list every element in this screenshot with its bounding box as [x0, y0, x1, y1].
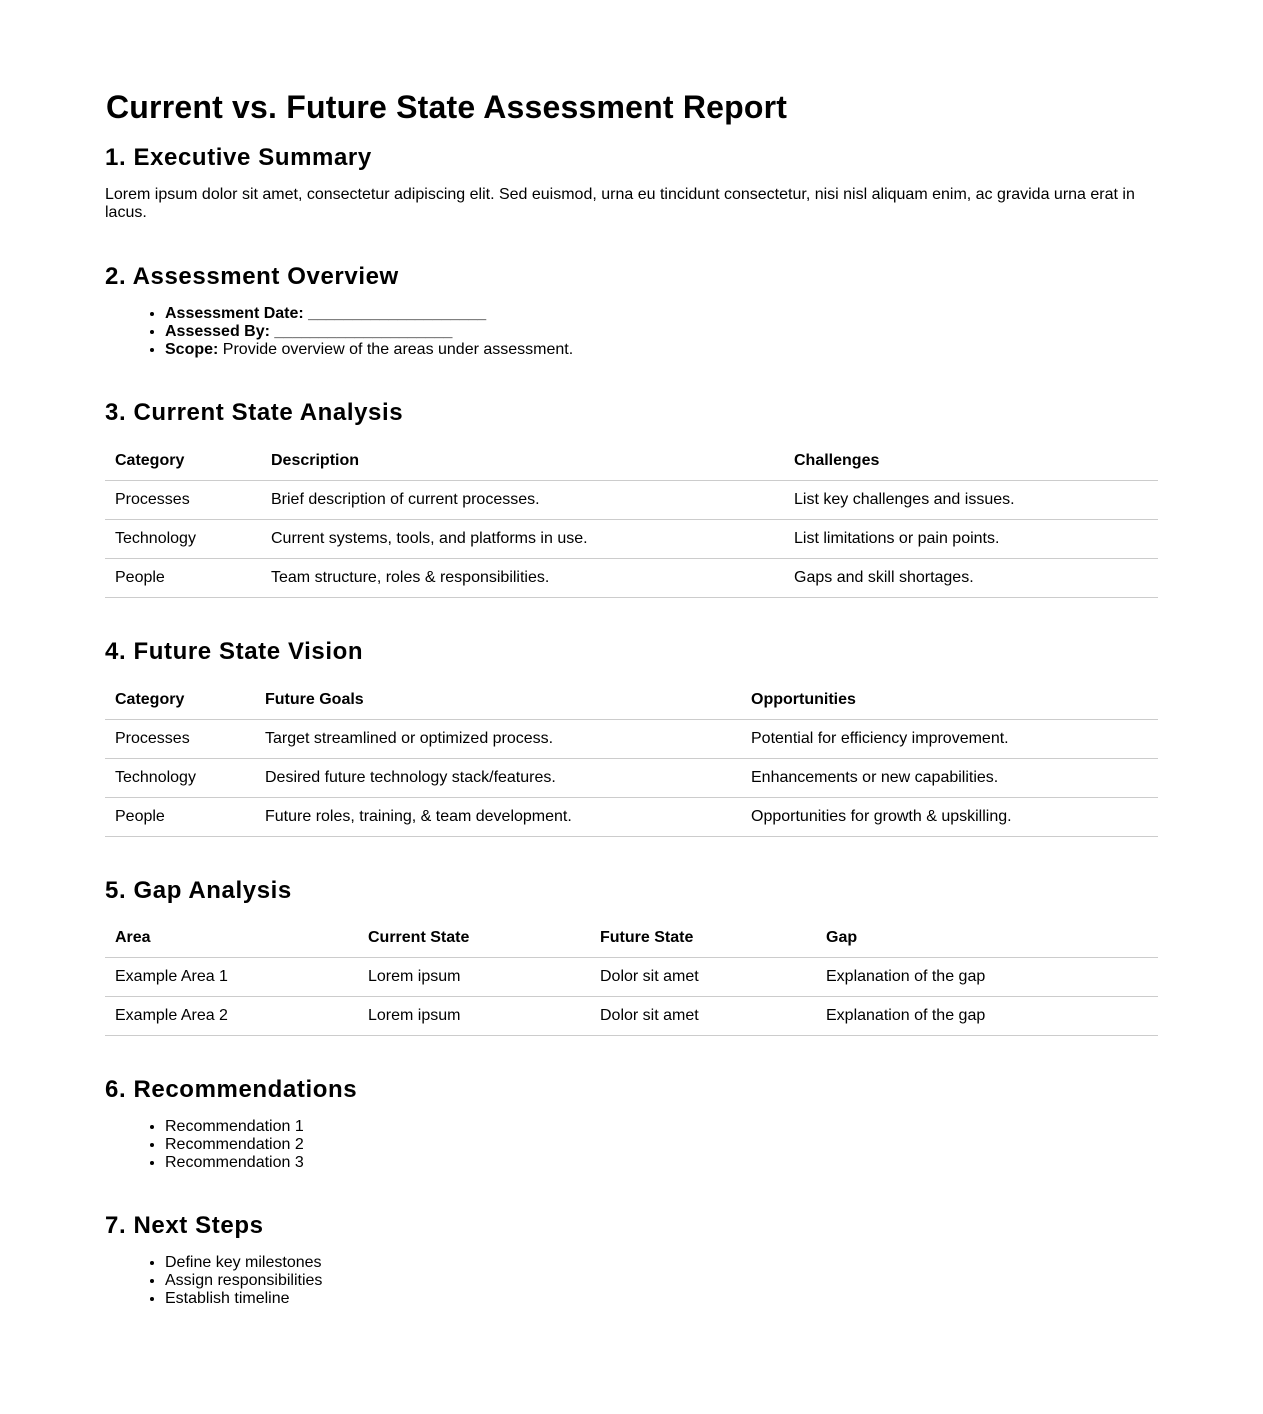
column-header: Category	[105, 442, 261, 481]
table-cell: Desired future technology stack/features.	[255, 758, 741, 797]
column-header: Future State	[590, 919, 816, 958]
section-heading: 6. Recommendations	[105, 1076, 358, 1104]
table-cell: Dolor sit amet	[590, 958, 816, 997]
gap-analysis-section	[105, 877, 1158, 1037]
table-header-row	[105, 681, 1158, 720]
table-cell: Lorem ipsum	[358, 997, 590, 1036]
table-cell: Current systems, tools, and platforms in use.	[261, 519, 784, 558]
table-cell: Dolor sit amet	[590, 997, 816, 1036]
column-header: Category	[105, 681, 255, 720]
table-row	[105, 997, 1158, 1036]
table-row	[105, 719, 1158, 758]
item-label: Scope:	[165, 340, 219, 358]
table-row	[105, 958, 1158, 997]
table-cell: Technology	[105, 519, 261, 558]
executive-summary-text: Lorem ipsum dolor sit amet, consectetur adipiscing elit. Sed euismod, urna eu tincidunt consectetur, nisi nisl aliquam enim, ac gravida urna erat in lacus.	[105, 186, 1135, 222]
overview-list	[105, 305, 1158, 359]
list-item: • Recommendation 1	[165, 1118, 1158, 1136]
future-state-table	[105, 681, 1158, 837]
page-title: Current vs. Future State Assessment Report	[106, 89, 788, 125]
table-row	[105, 480, 1158, 519]
table-cell: Team structure, roles & responsibilities.	[261, 558, 784, 597]
column-header: Area	[105, 919, 358, 958]
table-cell: List key challenges and issues.	[784, 480, 1158, 519]
item-value: Provide overview of the areas under assessment.	[218, 340, 574, 358]
section-heading: 7. Next Steps	[105, 1212, 264, 1240]
table-cell: Example Area 2	[105, 997, 358, 1036]
table-row	[105, 519, 1158, 558]
section-heading: 2. Assessment Overview	[105, 263, 399, 291]
table-cell: Processes	[105, 480, 261, 519]
table-cell: Brief description of current processes.	[261, 480, 784, 519]
table-row	[105, 558, 1158, 597]
table-cell: Opportunities for growth & upskilling.	[741, 797, 1158, 836]
list-item-assessment-date	[165, 305, 1158, 323]
table-cell: Gaps and skill shortages.	[784, 558, 1158, 597]
gap-analysis-table	[105, 919, 1158, 1036]
table-cell: Potential for efficiency improvement.	[741, 719, 1158, 758]
recommendations-section	[105, 1076, 1158, 1172]
recommendations-list	[105, 1118, 1158, 1172]
table-cell: People	[105, 797, 255, 836]
list-item-assessed-by	[165, 323, 1158, 341]
table-row	[105, 758, 1158, 797]
section-heading: 5. Gap Analysis	[105, 876, 292, 904]
column-header: Challenges	[784, 442, 1158, 481]
table-cell: Explanation of the gap	[816, 997, 1158, 1036]
table-cell: Example Area 1	[105, 958, 358, 997]
next-steps-list	[105, 1254, 1158, 1308]
column-header: Current State	[358, 919, 590, 958]
list-item-scope	[165, 341, 1158, 359]
list-item: • Define key milestones	[165, 1254, 1158, 1272]
list-item: • Recommendation 2	[165, 1136, 1158, 1154]
table-cell: Target streamlined or optimized process.	[255, 719, 741, 758]
current-state-table	[105, 442, 1158, 598]
blank-line: ____________________	[303, 304, 487, 322]
table-row	[105, 797, 1158, 836]
column-header: Future Goals	[255, 681, 741, 720]
table-header-row	[105, 919, 1158, 958]
table-cell: People	[105, 558, 261, 597]
section-heading: 4. Future State Vision	[105, 637, 364, 665]
list-item: • Recommendation 3	[165, 1154, 1158, 1172]
table-cell: Enhancements or new capabilities.	[741, 758, 1158, 797]
table-cell: List limitations or pain points.	[784, 519, 1158, 558]
executive-summary-section	[105, 144, 1158, 222]
assessment-overview-section	[105, 263, 1158, 359]
table-cell: Future roles, training, & team development.	[255, 797, 741, 836]
next-steps-section	[105, 1212, 1158, 1308]
list-item: • Establish timeline	[165, 1290, 1158, 1308]
column-header: Gap	[816, 919, 1158, 958]
table-cell: Technology	[105, 758, 255, 797]
section-heading: 3. Current State Analysis	[105, 398, 404, 426]
blank-line: ____________________	[269, 322, 453, 340]
item-label: Assessment Date:	[165, 304, 304, 322]
column-header: Description	[261, 442, 784, 481]
column-header: Opportunities	[741, 681, 1158, 720]
table-cell: Lorem ipsum	[358, 958, 590, 997]
table-header-row	[105, 442, 1158, 481]
list-item: • Assign responsibilities	[165, 1272, 1158, 1290]
table-cell: Explanation of the gap	[816, 958, 1158, 997]
current-state-section	[105, 399, 1158, 598]
section-heading: 1. Executive Summary	[105, 144, 372, 172]
table-cell: Processes	[105, 719, 255, 758]
item-label: Assessed By:	[165, 322, 270, 340]
future-state-section	[105, 638, 1158, 837]
